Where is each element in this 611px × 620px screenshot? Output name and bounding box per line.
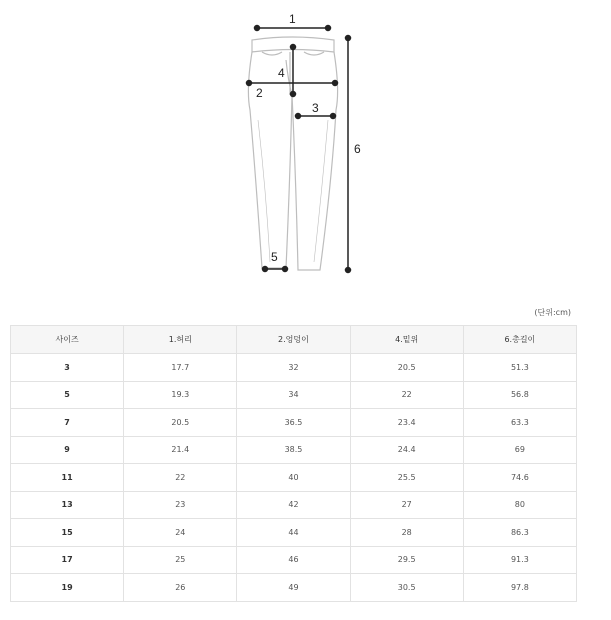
cell-hip: 46 (237, 546, 350, 574)
table-row (11, 409, 577, 437)
cell-hip: 32 (237, 354, 350, 382)
cell-size: 13 (11, 491, 124, 519)
cell-waist: 19.3 (124, 381, 237, 409)
cell-hip: 40 (237, 464, 350, 492)
measurement-lines (247, 26, 351, 273)
table-row (11, 381, 577, 409)
cell-waist: 24 (124, 519, 237, 547)
cell-size: 5 (11, 381, 124, 409)
header-rise: 4.밑위 (350, 326, 463, 354)
table-header-row (11, 326, 577, 354)
cell-size: 17 (11, 546, 124, 574)
cell-total-length: 91.3 (463, 546, 576, 574)
table-row (11, 436, 577, 464)
cell-total-length: 69 (463, 436, 576, 464)
label-5: 5 (271, 250, 278, 264)
cell-rise: 22 (350, 381, 463, 409)
cell-rise: 24.4 (350, 436, 463, 464)
label-6: 6 (354, 142, 361, 156)
pants-measurement-diagram (0, 0, 611, 300)
label-2: 2 (256, 86, 263, 100)
cell-waist: 23 (124, 491, 237, 519)
cell-hip: 44 (237, 519, 350, 547)
cell-hip: 42 (237, 491, 350, 519)
cell-size: 3 (11, 354, 124, 382)
cell-rise: 29.5 (350, 546, 463, 574)
cell-total-length: 51.3 (463, 354, 576, 382)
header-total-length: 6.총길이 (463, 326, 576, 354)
table-row (11, 574, 577, 602)
cell-waist: 25 (124, 546, 237, 574)
table-row (11, 546, 577, 574)
table-row (11, 464, 577, 492)
cell-rise: 28 (350, 519, 463, 547)
cell-hip: 38.5 (237, 436, 350, 464)
cell-hip: 36.5 (237, 409, 350, 437)
cell-hip: 49 (237, 574, 350, 602)
cell-total-length: 63.3 (463, 409, 576, 437)
cell-waist: 26 (124, 574, 237, 602)
cell-rise: 27 (350, 491, 463, 519)
cell-size: 9 (11, 436, 124, 464)
cell-rise: 25.5 (350, 464, 463, 492)
cell-waist: 17.7 (124, 354, 237, 382)
cell-size: 19 (11, 574, 124, 602)
size-chart-table (10, 325, 577, 602)
header-hip: 2.엉덩이 (237, 326, 350, 354)
cell-total-length: 97.8 (463, 574, 576, 602)
cell-total-length: 74.6 (463, 464, 576, 492)
cell-rise: 30.5 (350, 574, 463, 602)
label-4: 4 (278, 66, 285, 80)
cell-size: 11 (11, 464, 124, 492)
cell-total-length: 56.8 (463, 381, 576, 409)
label-1: 1 (289, 12, 296, 26)
cell-size: 15 (11, 519, 124, 547)
cell-total-length: 86.3 (463, 519, 576, 547)
header-waist: 1.허리 (124, 326, 237, 354)
label-3: 3 (312, 101, 319, 115)
header-size: 사이즈 (11, 326, 124, 354)
table-row (11, 519, 577, 547)
cell-rise: 20.5 (350, 354, 463, 382)
cell-rise: 23.4 (350, 409, 463, 437)
cell-waist: 20.5 (124, 409, 237, 437)
cell-hip: 34 (237, 381, 350, 409)
unit-note: (단위:cm) (534, 308, 571, 317)
cell-size: 7 (11, 409, 124, 437)
table-row (11, 491, 577, 519)
cell-waist: 22 (124, 464, 237, 492)
cell-waist: 21.4 (124, 436, 237, 464)
table-row (11, 354, 577, 382)
cell-total-length: 80 (463, 491, 576, 519)
